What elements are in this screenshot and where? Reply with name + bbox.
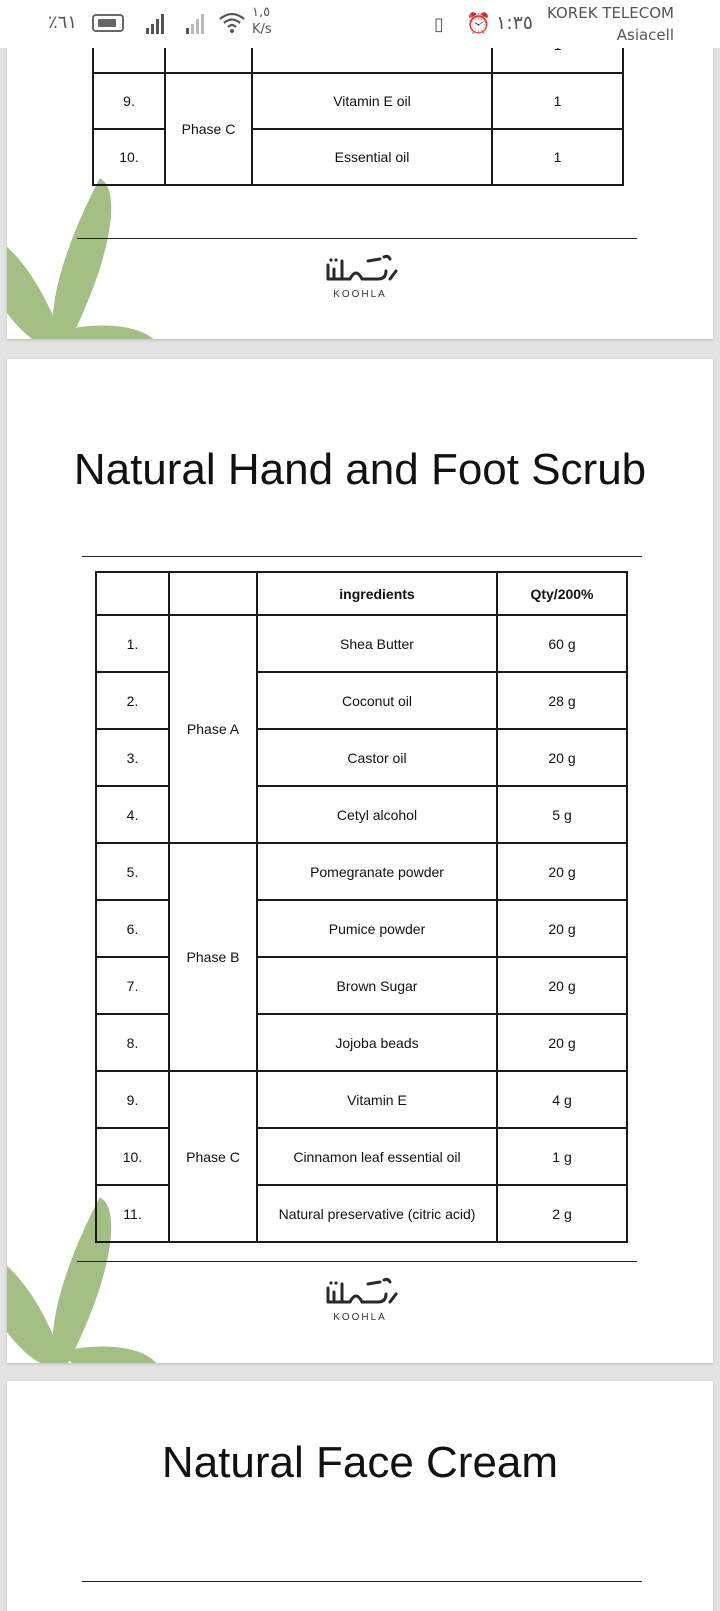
ingredient-qty: 1	[492, 73, 623, 129]
ingredient-qty: 20 g	[497, 843, 627, 900]
signal-weak-icon	[186, 12, 210, 34]
signal-icon	[146, 12, 170, 34]
row-number: 9.	[96, 1071, 169, 1128]
ingredient-qty: 20 g	[497, 1014, 627, 1071]
phase-label: Phase C	[165, 73, 252, 185]
ingredient-name: Essential oil	[252, 129, 492, 185]
row-number: 4.	[96, 786, 169, 843]
divider-line	[82, 1581, 642, 1582]
koohla-logo-mark	[320, 253, 400, 285]
ingredient-name: Cetyl alcohol	[257, 786, 497, 843]
table-header-row	[96, 572, 627, 615]
ingredient-name: Natural preservative (citric acid)	[257, 1185, 497, 1242]
row-number: 5.	[96, 843, 169, 900]
row-number: 9.	[93, 73, 165, 129]
document-page-scrub[interactable]	[7, 359, 713, 1363]
row-number: 6.	[96, 900, 169, 957]
carrier-secondary: Asiacell	[616, 26, 674, 44]
header-qty: Qty/200%	[497, 572, 627, 615]
ingredient-qty: 20 g	[497, 957, 627, 1014]
network-speed-unit: K/s	[252, 22, 272, 37]
koohla-logo-text: KOOHLA	[333, 1312, 387, 1323]
network-speed-value: ١,٥	[252, 5, 271, 20]
phase-label: Phase C	[169, 1071, 257, 1242]
koohla-logo-mark	[320, 1276, 400, 1308]
header-ingredients: ingredients	[257, 572, 497, 615]
ingredients-table	[95, 571, 628, 1243]
ingredient-name: Pomegranate powder	[257, 843, 497, 900]
document-page-previous[interactable]	[7, 0, 713, 339]
row-number: 7.	[96, 957, 169, 1014]
document-page-face-cream[interactable]	[7, 1381, 713, 1611]
ingredient-name: Coconut oil	[257, 672, 497, 729]
divider-line	[77, 238, 637, 239]
status-bar	[0, 0, 720, 48]
header-phase	[169, 572, 257, 615]
ingredient-qty: 4 g	[497, 1071, 627, 1128]
ingredient-name: Cinnamon leaf essential oil	[257, 1128, 497, 1185]
row-number: 8.	[96, 1014, 169, 1071]
row-number: 1.	[96, 615, 169, 672]
ingredient-name: Castor oil	[257, 729, 497, 786]
page-title: Natural Hand and Foot Scrub	[73, 445, 647, 494]
battery-percent: ٪٦١	[48, 12, 78, 33]
phase-label: Phase B	[169, 843, 257, 1071]
divider-line	[77, 1261, 637, 1262]
table-row	[96, 615, 627, 672]
ingredient-qty: 1 g	[497, 1128, 627, 1185]
battery-icon	[92, 14, 124, 32]
phase-label: Phase A	[169, 615, 257, 843]
koohla-logo	[300, 1276, 420, 1323]
table-row	[96, 843, 627, 900]
ingredient-qty: 20 g	[497, 729, 627, 786]
clock-time: ١:٣٥	[496, 12, 534, 34]
carrier-primary: KOREK TELECOM	[546, 4, 674, 22]
table-row	[96, 1071, 627, 1128]
row-number: 10.	[96, 1128, 169, 1185]
koohla-logo-text: KOOHLA	[333, 289, 387, 300]
row-number: 3.	[96, 729, 169, 786]
koohla-logo	[300, 253, 420, 300]
alarm-icon: ⏰	[466, 11, 491, 35]
ingredient-name: Brown Sugar	[257, 957, 497, 1014]
ingredient-qty: 28 g	[497, 672, 627, 729]
ingredient-name: Vitamin E oil	[252, 73, 492, 129]
row-number: 11.	[96, 1185, 169, 1242]
divider-line	[82, 556, 642, 557]
network-speed	[252, 4, 272, 38]
wifi-icon	[218, 10, 246, 34]
row-number: 10.	[93, 129, 165, 185]
vibrate-icon: ▯	[434, 14, 444, 35]
ingredient-qty: 60 g	[497, 615, 627, 672]
ingredient-qty: 20 g	[497, 900, 627, 957]
header-number	[96, 572, 169, 615]
ingredient-name: Vitamin E	[257, 1071, 497, 1128]
page-title: Natural Face Cream	[161, 1438, 559, 1487]
ingredient-name: Pumice powder	[257, 900, 497, 957]
ingredient-name: Shea Butter	[257, 615, 497, 672]
ingredient-qty: 2 g	[497, 1185, 627, 1242]
table-row	[93, 73, 623, 129]
row-number: 2.	[96, 672, 169, 729]
ingredient-qty: 1	[492, 129, 623, 185]
ingredient-name: Jojoba beads	[257, 1014, 497, 1071]
ingredient-qty: 5 g	[497, 786, 627, 843]
